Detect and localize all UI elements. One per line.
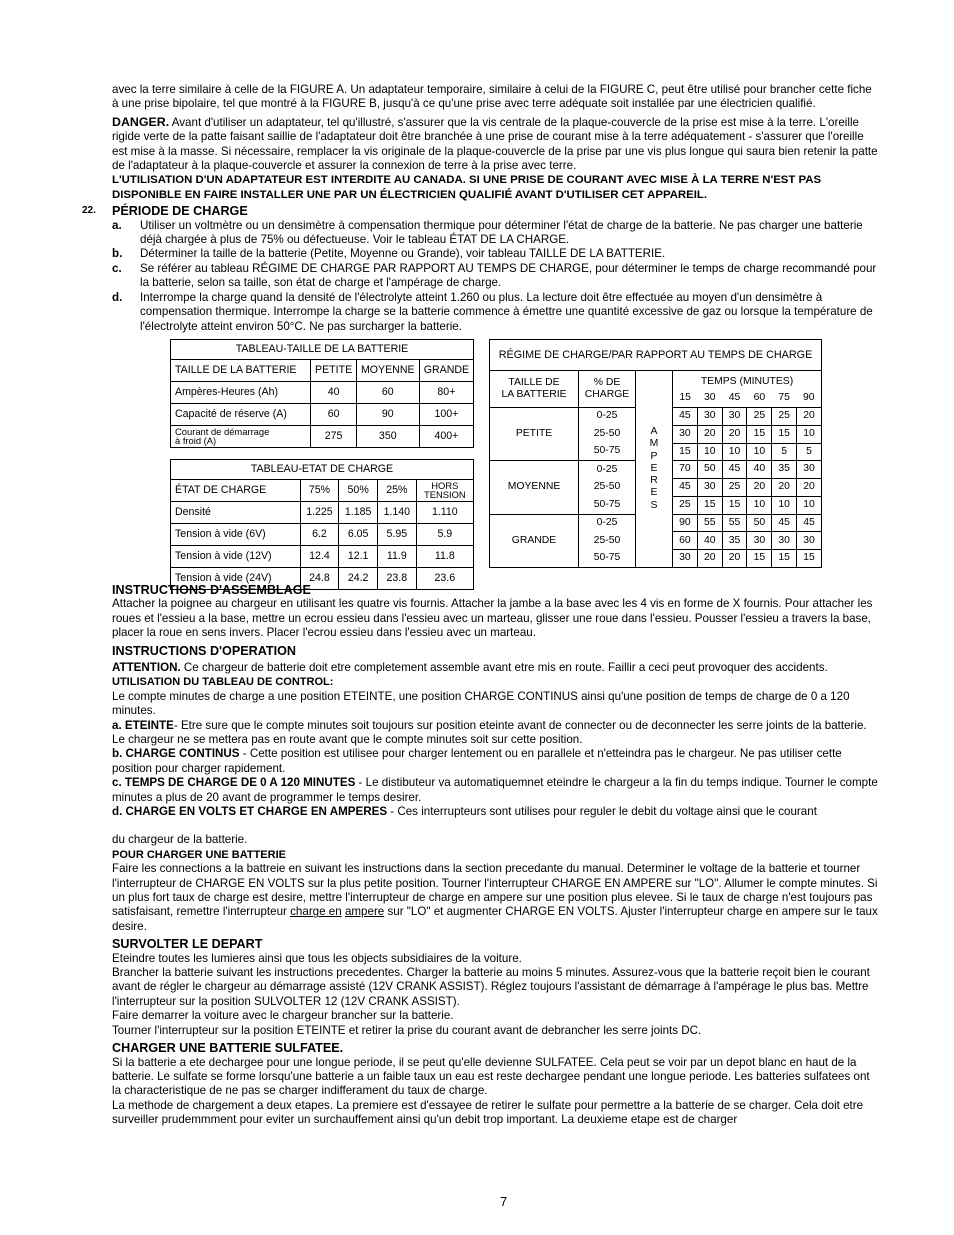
- sulfatee-line: La methode de chargement a deux etapes. La premiere est d'essayee de retirer le sulfate pour permettre a la batterie de se charger. Cela doit etre surveiller prudemmment pour eviter un surchauffement ainsi qu'un debit trop important. La deuxieme etape est de charger: [112, 1098, 864, 1127]
- list-item: a. Utiliser un voltmètre ou un densimètre à compensation thermique pour déterminer l'état de charge de la batterie. Ne pas charger une batterie déjà chargée à plus de 75% ou défectueuse. Voir le tableau ÉTAT DE LA CHARGE.: [112, 218, 863, 247]
- intro-paragraph: avec la terre similaire à celle de la FIGURE A. Un adaptateur temporaire, similaire à celui de la FIGURE C, peut être utilisé pour brancher cette fiche à une prise bipolaire, tel que montré à la FIGURE B, jusqu'à ce qu'une prise avec terre adéquate soit installée par une électricien qualifié.: [112, 83, 872, 111]
- survolter-line: Tourner l'interrupteur sur la position ETEINTE et retirer la prise du courant avant de debrancher les serre joints DC.: [112, 1023, 702, 1037]
- table-row: 25-50 45 30 25 20 20 20: [490, 479, 822, 497]
- table-row: Tension à vide (12V) 12.4 12.1 11.9 11.8: [171, 545, 474, 567]
- list-item: c. Se référer au tableau RÉGIME DE CHARGE PAR RAPPORT AU TEMPS DE CHARGE, pour déterminer le temps de charge recommandé pour la batterie, selon sa taille, son état de charge et l'ampérage de charge.: [112, 261, 877, 290]
- survolter-heading: SURVOLTER LE DEPART: [112, 937, 263, 952]
- table-row: GRANDE 0-25 90 55 55 50 45 45: [490, 514, 822, 532]
- charger-text: Faire les connections a la battreie en suivant les instructions dans la section precedante du manual. Determiner le voltage de la batterie et tourner l'interrupteur de CHARGE EN VOLTS sur la plus petite position. Tourner l'interrupteur CHARGE EN AMPERE sur "LO". Allumer le compte minutes. Si un plus fort taux de charge est desire, mettre l'interrupteur de charge en ampere sur une position plus elevee. Si le taux de charge n'est toujours pas satisfaisant, remettre l'interrupteur charge en ampere sur "LO" et augmenter CHARGE EN VOLTS. Ajuster l'interrupteur charge en ampere sur le taux desire.: [112, 862, 878, 933]
- control-heading: UTILISATION DU TABLEAU DE CONTROL:: [112, 676, 334, 689]
- charger-heading: POUR CHARGER UNE BATTERIE: [112, 848, 286, 861]
- table-row: Tension à vide (6V) 6.2 6.05 5.95 5.9: [171, 523, 474, 545]
- assemblage-text: Attacher la poignee au chargeur en utilisant les quatre vis fournis. Attacher la jambe a la base avec les 4 vis en forme de X fournis. Pour attacher les roues et l'essieu a la base, mettre un ecrou essieu dans l'essieu avec un marteau, glisser une roue dans l'essieu. Pousser l'essieu a travers la base, placer la roue en sens invers. Placer l'ecrou essieu dans l'essieu avec un marteau.: [112, 597, 873, 640]
- item-b: b. CHARGE CONTINUS - Cette position est utilisee pour charger lentement ou en parallele et n'etteindra pas le chargeur. Ne pas utiliser cette position pour charger rapidement.: [112, 747, 842, 775]
- assemblage-heading: INSTRUCTIONS D'ASSEMBLAGE: [112, 582, 311, 597]
- item-d: d. CHARGE EN VOLTS ET CHARGE EN AMPERES - Ces interrupteurs sont utilises pour reguler le debit du voltage ainsi que le courant: [112, 805, 817, 818]
- table-row: Courant de démarrage à froid (A) 275 350 400+: [171, 425, 474, 447]
- table-row: Capacité de réserve (A) 60 90 100+: [171, 403, 474, 425]
- table-row: 50-75 25 15 15 10 10 10: [490, 496, 822, 514]
- list-item: d. Interrompe la charge quand la densité de l'électrolyte atteint 1.260 ou plus. La lecture doit être effectuée au moyen d'un densimètre à compensation thermique. Interrompe la charge se la batterie commence à émettre une quantité excessive de gaz ou lorsque la température de l'électrolyte atteint environ 50°C. Ne pas surcharger la batterie.: [112, 290, 873, 333]
- table-row: MOYENNE 0-25 70 50 45 40 35 30: [490, 461, 822, 479]
- table-row: Ampères-Heures (Ah) 40 60 80+: [171, 381, 474, 403]
- operation-heading: INSTRUCTIONS D'OPERATION: [112, 643, 296, 658]
- attention-paragraph: ATTENTION. Ce chargeur de batterie doit etre completement assemble avant etre mis en route. Faillir a ceci peut provoquer des accidents.: [112, 660, 828, 674]
- battery-size-table: TABLEAU-TAILLE DE LA BATTERIE TAILLE DE LA BATTERIE PETITE MOYENNE GRANDE Ampères-Heures (Ah) 40 60 80+ Capacité de réserve (A) 60 90 100+ Courant de démarrage à froid (A) 275 350 400+: [170, 339, 474, 448]
- danger-paragraph: [112, 115, 878, 174]
- table-row: 50-75 30 20 20 15 15 15: [490, 550, 822, 568]
- danger-text: Avant d'utiliser un adaptateur, tel qu'illustré, s'assurer que la vis centrale de la plaque-couvercle de la prise est mise à la terre. L'oreille rigide verte de la patte faisant saillie de l'adaptateur doit être branchée à une prise de courant mise à la terre adéquatement - s'assurer que l'oreille est mise à la masse. Si nécessaire, remplacer la vis originale de la plaque-couvercle de la prise par une vis plus longue qui saura bien retenir la patte de l'adaptateur à la plaque-couvercle et assurer la connexion de terre à la prise avec terre.: [112, 115, 878, 173]
- survolter-line: Brancher la batterie suivant les instructions precedentes. Charger la batterie au moins 5 minutes. Assurez-vous que la batterie reçoit bien le courant avant de régler le chargeur au démarrage assisté (12V CRANK ASSIST). Réglez toujours l'assistant de démarrage à l'ampérage le plus bas. Mettre l'interrupteur sur la position SULVOLTER 12 (12V CRANK ASSIST).: [112, 966, 870, 1008]
- table-row: Densité 1.225 1.185 1.140 1.110: [171, 501, 474, 523]
- section-title: PÉRIODE DE CHARGE: [112, 204, 248, 219]
- page-number: 7: [500, 1194, 508, 1209]
- page-content: [82, 83, 878, 1128]
- survolter-line: Faire demarrer la voiture avec le chargeur brancher sur la batterie.: [112, 1009, 454, 1023]
- amperes-vertical-label: A M P E R E S: [636, 370, 673, 567]
- control-text: Le compte minutes de charge a une position ETEINTE, une position CHARGE CONTINUS ainsi qu'une position de temps de charge de 0 a 120 minutes.: [112, 689, 850, 718]
- item-a: a. ETEINTE- Etre sure que le compte minutes soit toujours sur position eteinte avant de connecter ou de deconnecter les serre joints de la batterie. Le chargeur ne se mettera pas en route avant que le compte minutes soit sur cette position.: [112, 718, 867, 746]
- table-row: PETITE 0-25 45 30 30 25 25 20: [490, 407, 822, 425]
- canada-warning: L'UTILISATION D'UN ADAPTATEUR EST INTERDITE AU CANADA. SI UNE PRISE DE COURANT AVEC MISE À LA TERRE N'EST PAS DISPONIBLE EN FAIRE INSTALLER UNE PAR UN ÉLECTRICIEN QUALIFIÉ AVANT D'UTILISER CET APPAREIL.: [112, 174, 822, 201]
- table-row: Tension à vide (24V) 24.8 24.2 23.8 23.6: [171, 567, 474, 589]
- list-item: b. Déterminer la taille de la batterie (Petite, Moyenne ou Grande), voir tableau TAILLE DE LA BATTERIE.: [112, 247, 666, 261]
- tables-area: [112, 339, 878, 585]
- sulfatee-heading: CHARGER UNE BATTERIE SULFATEE.: [112, 1041, 344, 1056]
- table-row: 25-50 30 20 20 15 15 10: [490, 425, 822, 443]
- charge-state-table: TABLEAU-ETAT DE CHARGE ÉTAT DE CHARGE 75% 50% 25% HORS TENSION Densité 1.225 1.185 1.140 1.110 Tension à vide (6V) 6.2 6.05 5.95 5.9 Tension à vide (12V) 12.4 12.1 11.9 11.8 Tension à vide (24V) 24.8 24.2 23.8 23.6: [170, 459, 474, 590]
- item-d-continued: du chargeur de la batterie.: [112, 833, 248, 847]
- item-c: c. TEMPS DE CHARGE DE 0 A 120 MINUTES - Le distibuteur va automatiquemnet eteindre le chargeur a la fin du temps indique. Tourner le compte minutes a plus de 20 avant de programmer le temps desirer.: [112, 776, 878, 804]
- sulfatee-line: Si la batterie a ete dechargee pour une longue periode, il se peut qu'elle devienne SULFATEE. Cela peut se voir par un depot blanc en haut de la batterie. Le sulfate se forme lorsqu'une batterie a un faible taux un eau est reste dechargee pendant une longue periode. Les batteries sulfatees ont la characteristique de ne pas se charger indifferament du taux de charge.: [112, 1055, 870, 1098]
- section-number: 22.: [82, 205, 96, 217]
- table-row: 25-50 60 40 35 30 30 30: [490, 532, 822, 550]
- survolter-line: Eteindre toutes les lumieres ainsi que tous les objects subsidiaires de la voiture.: [112, 951, 522, 965]
- section-22-heading: [82, 204, 878, 219]
- table-row: 50-75 15 10 10 10 5 5: [490, 443, 822, 461]
- danger-label: DANGER.: [112, 114, 170, 129]
- charge-regime-table: RÉGIME DE CHARGE/PAR RAPPORT AU TEMPS DE CHARGE TAILLE DE LA BATTERIE % DE CHARGE A M P E R E S TEMPS (MINUTES) 15 30 45 60 75 90 PETITE 0-25 45 30 30 25 25 20 25-50 30 20 20 15 15 10 50-75 15 10 10 10 5 5 MOYENNE 0-25 70 50 45 40 35 30 25-50 45 30 25 20 20 20 50-75 25 15 15 10 10 10 GRANDE 0-25 90 55 55 50 45 45 25-50 60 40 35 30 30 30 50-75 30 20 20 15 15 15: [489, 339, 822, 568]
